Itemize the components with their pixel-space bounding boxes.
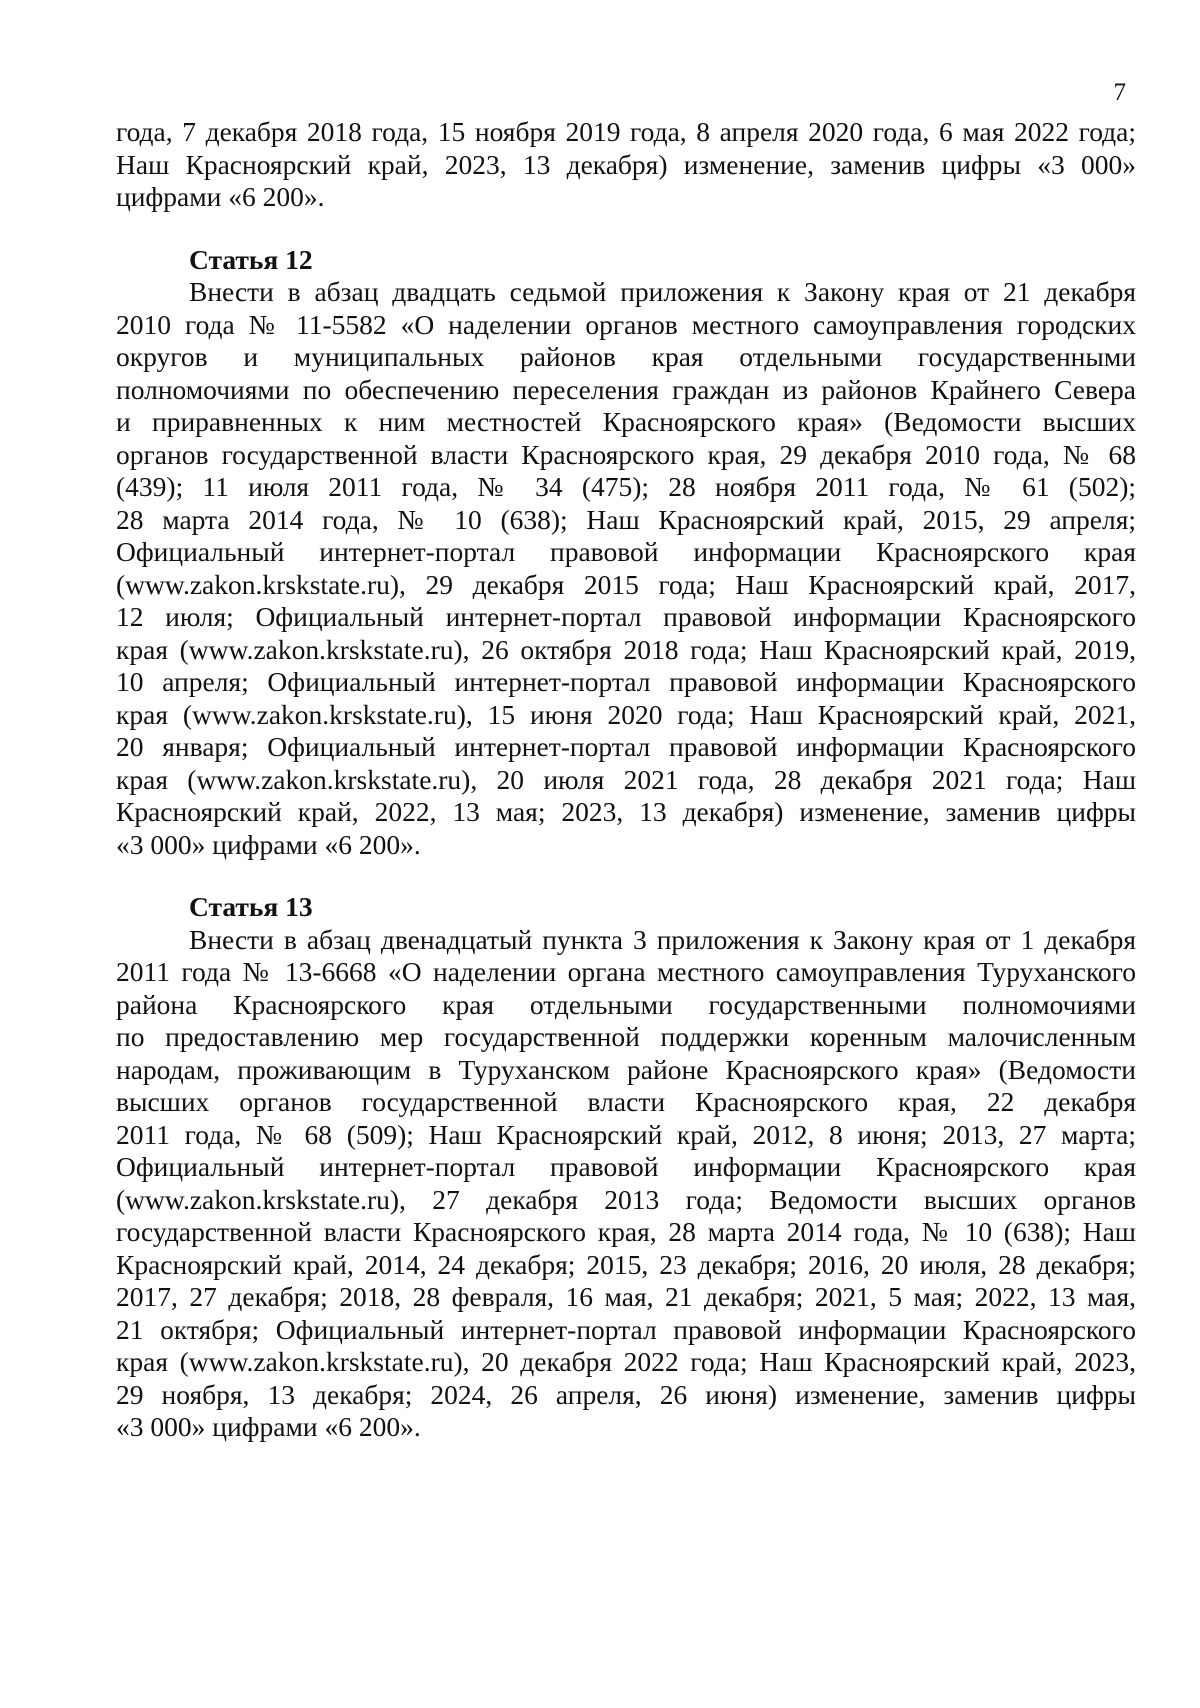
text-line: полномочиями по обеспечению переселения граждан из районов Крайнего Севера [116, 373, 1136, 405]
text-line: округов и муниципальных районов края отдельными государственными [116, 341, 1136, 372]
text-line: 2017, 27 декабря; 2018, 28 февраля, 16 мая, 21 декабря; 2021, 5 мая; 2022, 13 мая, [116, 1281, 1136, 1312]
text-line: народам, проживающим в Туруханском районе Красноярского края» (Ведомости [116, 1053, 1136, 1085]
document-body [116, 116, 1136, 1444]
text-line: Красноярский край, 2014, 24 декабря; 2015, 23 декабря; 2016, 20 июля, 28 декабря; [116, 1248, 1136, 1280]
text-line: края (www.zakon.krskstate.ru), 26 октября 2018 года; Наш Красноярский край, 2019, [116, 633, 1136, 665]
text-line: по предоставлению мер государственной поддержки коренным малочисленным [116, 1021, 1136, 1052]
text-line: края (www.zakon.krskstate.ru), 20 июля 2021 года, 28 декабря 2021 года; Наш [116, 763, 1136, 795]
page-number: 7 [1113, 79, 1126, 106]
text-line: 2011 года № 13-6668 «О наделении органа местного самоуправления Туруханского [116, 956, 1136, 987]
text-line: государственной власти Красноярского края, 28 марта 2014 года, № 10 (638); Наш [116, 1216, 1136, 1247]
article-13-heading: Статья 13 [189, 891, 313, 922]
text-line: края (www.zakon.krskstate.ru), 15 июня 2020 года; Наш Красноярский край, 2021, [116, 698, 1136, 730]
text-line: «3 000» цифрами «6 200». [116, 828, 421, 860]
text-line: района Красноярского края отдельными государственными полномочиями [116, 988, 1136, 1020]
text-line: 12 июля; Официальный интернет-портал правовой информации Красноярского [116, 601, 1136, 632]
text-line: края (www.zakon.krskstate.ru), 20 декабря 2022 года; Наш Красноярский край, 2023, [116, 1346, 1136, 1377]
text-line: (www.zakon.krskstate.ru), 27 декабря 2013 года; Ведомости высших органов [116, 1183, 1136, 1215]
article-12-heading: Статья 12 [189, 243, 313, 275]
text-line: органов государственной власти Красноярского края, 29 декабря 2010 года, № 68 [116, 438, 1136, 470]
text-line: 2010 года № 11-5582 «О наделении органов местного самоуправления городских [116, 308, 1136, 340]
article-13 [116, 891, 1136, 1444]
text-line: высших органов государственной власти Красноярского края, 22 декабря [116, 1086, 1136, 1117]
text-line: Внести в абзац двенадцатый пункта 3 приложения к Закону края от 1 декабря [189, 923, 1136, 955]
text-line: 29 ноября, 13 декабря; 2024, 26 апреля, 26 июня) изменение, заменив цифры [116, 1378, 1136, 1410]
article-12 [116, 244, 1136, 862]
text-line: года, 7 декабря 2018 года, 15 ноября 2019 года, 8 апреля 2020 года, 6 мая 2022 года; [116, 116, 1136, 147]
paragraph-gap [116, 214, 1136, 244]
text-line: Официальный интернет-портал правовой информации Красноярского края [116, 536, 1136, 567]
text-line: «3 000» цифрами «6 200». [116, 1411, 421, 1442]
paragraph-gap [116, 861, 1136, 891]
text-line: Красноярский край, 2022, 13 мая; 2023, 13 декабря) изменение, заменив цифры [116, 796, 1136, 827]
text-line: 2011 года, № 68 (509); Наш Красноярский край, 2012, 8 июня; 2013, 27 марта; [116, 1118, 1136, 1150]
text-line: Внести в абзац двадцать седьмой приложения к Закону края от 21 декабря [189, 276, 1136, 307]
intro-paragraph [116, 116, 1136, 214]
text-line: Наш Красноярский край, 2023, 13 декабря) изменение, заменив цифры «3 000» [116, 148, 1136, 180]
text-line: (439); 11 июля 2011 года, № 34 (475); 28 ноября 2011 года, № 61 (502); [116, 471, 1136, 502]
text-line: цифрами «6 200». [116, 181, 325, 212]
text-line: 20 января; Официальный интернет-портал правовой информации Красноярского [116, 731, 1136, 762]
text-line: 21 октября; Официальный интернет-портал правовой информации Красноярского [116, 1313, 1136, 1345]
text-line: и приравненных к ним местностей Красноярского края» (Ведомости высших [116, 406, 1136, 437]
text-line: Официальный интернет-портал правовой информации Красноярского края [116, 1151, 1136, 1182]
text-line: (www.zakon.krskstate.ru), 29 декабря 2015 года; Наш Красноярский край, 2017, [116, 568, 1136, 600]
text-line: 28 марта 2014 года, № 10 (638); Наш Красноярский край, 2015, 29 апреля; [116, 503, 1136, 535]
text-line: 10 апреля; Официальный интернет-портал правовой информации Красноярского [116, 666, 1136, 697]
